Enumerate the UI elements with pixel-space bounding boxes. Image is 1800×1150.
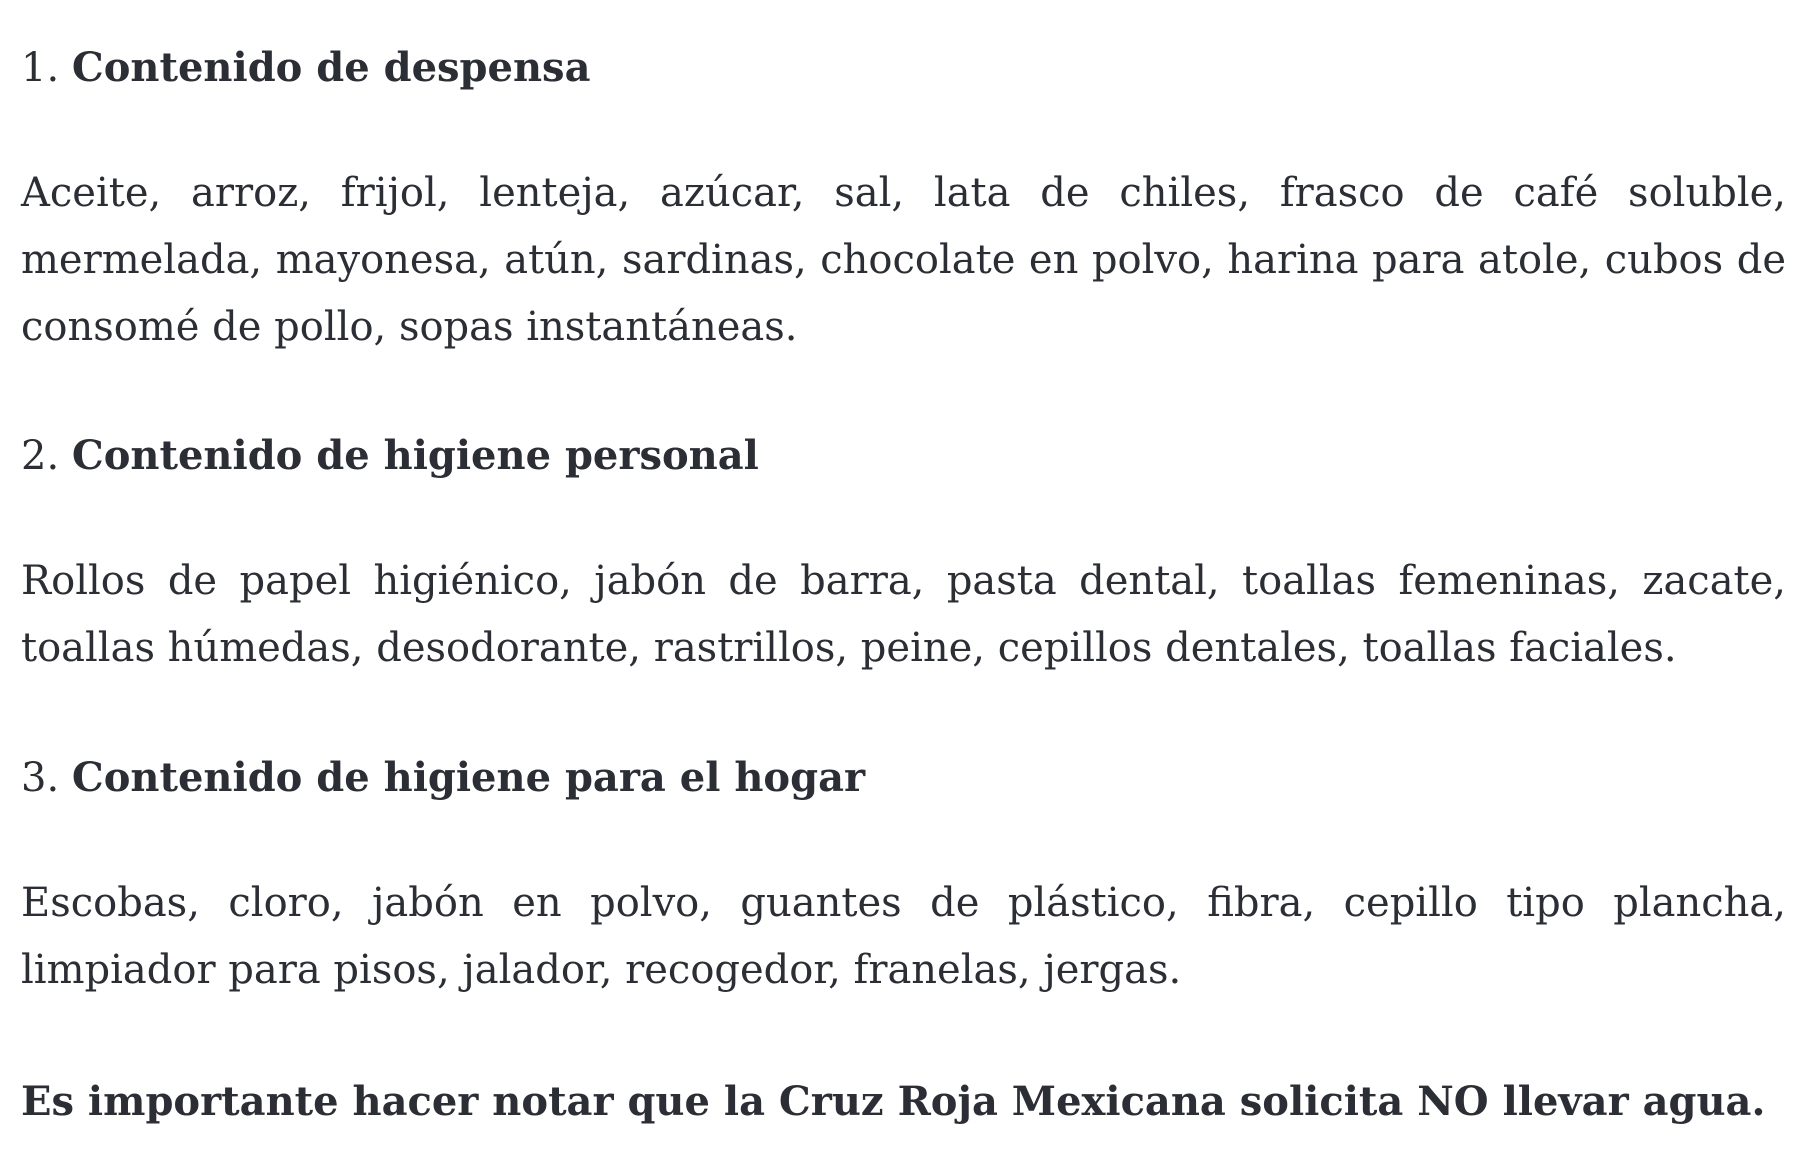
section-heading-higiene-personal — [21, 432, 759, 479]
section-title: Contenido de despensa — [71, 44, 591, 91]
section-number: 2. — [21, 433, 60, 479]
section-body-higiene-hogar: Escobas, cloro, jabón en polvo, guantes de plástico, fibra, cepillo tipo plancha, limpiador para pisos, jalador, recogedor, franelas, jergas. — [21, 880, 1786, 993]
section-title: Contenido de higiene para el hogar — [71, 754, 866, 801]
section-title: Contenido de higiene personal — [71, 432, 759, 479]
section-heading-despensa — [21, 44, 591, 91]
section-number: 1. — [21, 45, 60, 91]
important-note: Es importante hacer notar que la Cruz Roja Mexicana solicita NO llevar agua. — [21, 1078, 1766, 1125]
section-heading-higiene-hogar — [21, 754, 866, 801]
section-body-despensa: Aceite, arroz, frijol, lenteja, azúcar, sal, lata de chiles, frasco de café soluble, mermelada, mayonesa, atún, sardinas, chocolate en polvo, harina para atole, cubos de consomé de pollo, sopas instantáneas. — [21, 170, 1786, 350]
section-number: 3. — [21, 755, 60, 801]
section-body-higiene-personal: Rollos de papel higiénico, jabón de barra, pasta dental, toallas femeninas, zacate, toallas húmedas, desodorante, rastrillos, peine, cepillos dentales, toallas faciales. — [21, 558, 1786, 671]
